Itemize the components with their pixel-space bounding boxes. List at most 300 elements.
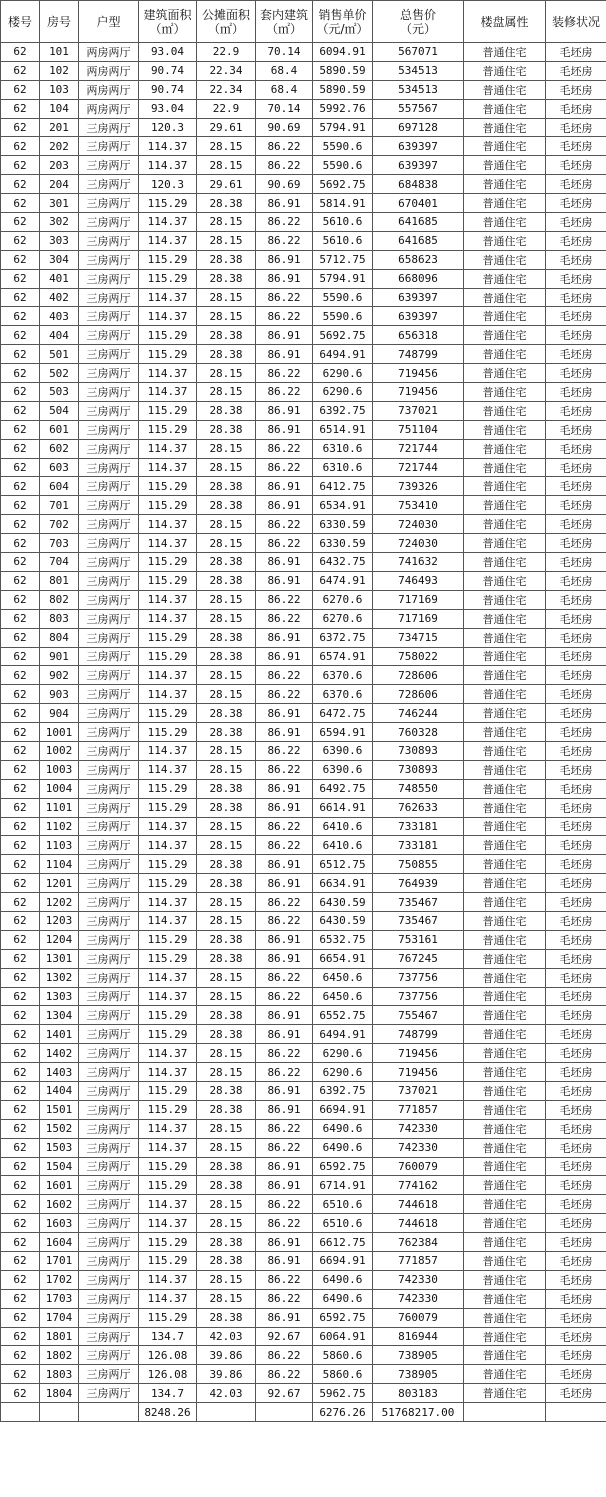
table-row <box>1 1289 606 1308</box>
cell-gross-area: 114.37 <box>139 760 197 779</box>
cell-layout: 三房两厅 <box>79 1365 139 1384</box>
cell-layout: 三房两厅 <box>79 439 139 458</box>
cell-shared-area: 28.15 <box>197 534 256 553</box>
cell-property-type: 普通住宅 <box>464 307 546 326</box>
cell-decoration: 毛坯房 <box>546 1214 606 1233</box>
cell-property-type: 普通住宅 <box>464 269 546 288</box>
cell-unit-no: 503 <box>40 383 79 402</box>
cell-total-price: 730893 <box>373 760 464 779</box>
table-row <box>1 685 606 704</box>
cell-unit-price: 6430.59 <box>313 893 373 912</box>
cell-inner-area: 86.22 <box>256 968 313 987</box>
cell-unit-price: 6330.59 <box>313 515 373 534</box>
cell-inner-area: 90.69 <box>256 175 313 194</box>
cell-shared-area: 28.15 <box>197 1063 256 1082</box>
col-header-label: 房号 <box>46 14 71 29</box>
cell-building-no: 62 <box>1 1270 40 1289</box>
cell-layout: 三房两厅 <box>79 515 139 534</box>
cell-gross-area: 114.37 <box>139 213 197 232</box>
cell-layout: 三房两厅 <box>79 968 139 987</box>
cell-building-no: 62 <box>1 1063 40 1082</box>
cell-decoration: 毛坯房 <box>546 1252 606 1271</box>
cell-layout: 三房两厅 <box>79 836 139 855</box>
cell-inner-area: 86.22 <box>256 1138 313 1157</box>
cell-gross-area: 114.37 <box>139 590 197 609</box>
cell-building-no: 62 <box>1 987 40 1006</box>
cell-building-no: 62 <box>1 1327 40 1346</box>
cell-inner-area: 86.22 <box>256 1063 313 1082</box>
cell-shared-area: 28.15 <box>197 911 256 930</box>
cell-unit-price: 6410.6 <box>313 836 373 855</box>
cell-total-price: 755467 <box>373 1006 464 1025</box>
cell-gross-area: 115.29 <box>139 194 197 213</box>
cell-unit-price: 5692.75 <box>313 326 373 345</box>
cell-total-price: 735467 <box>373 911 464 930</box>
cell-property-type: 普通住宅 <box>464 1214 546 1233</box>
cell-property-type: 普通住宅 <box>464 817 546 836</box>
cell-unit-price: 6534.91 <box>313 496 373 515</box>
cell-property-type: 普通住宅 <box>464 118 546 137</box>
cell-decoration: 毛坯房 <box>546 930 606 949</box>
cell-unit-price: 6574.91 <box>313 647 373 666</box>
cell-unit-price: 6694.91 <box>313 1252 373 1271</box>
cell-layout: 三房两厅 <box>79 534 139 553</box>
cell-shared-area: 28.38 <box>197 553 256 572</box>
col-header-property-type <box>464 1 546 43</box>
table-body <box>1 43 606 1403</box>
table-row <box>1 1384 606 1403</box>
cell-gross-area: 115.29 <box>139 1157 197 1176</box>
cell-inner-area: 86.22 <box>256 836 313 855</box>
cell-inner-area: 86.91 <box>256 1176 313 1195</box>
cell-shared-area: 28.15 <box>197 1044 256 1063</box>
cell-unit-no: 1004 <box>40 779 79 798</box>
cell-building-no: 62 <box>1 43 40 62</box>
cell-shared-area: 28.15 <box>197 137 256 156</box>
cell-decoration: 毛坯房 <box>546 194 606 213</box>
cell-building-no: 62 <box>1 326 40 345</box>
cell-unit-price: 6270.6 <box>313 590 373 609</box>
cell-building-no: 62 <box>1 401 40 420</box>
table-row <box>1 666 606 685</box>
cell-property-type: 普通住宅 <box>464 590 546 609</box>
cell-shared-area: 28.15 <box>197 987 256 1006</box>
table-row <box>1 1119 606 1138</box>
cell-building-no: 62 <box>1 1233 40 1252</box>
cell-total-price: 719456 <box>373 364 464 383</box>
col-header-total-price <box>373 1 464 43</box>
cell-total-price: 639397 <box>373 307 464 326</box>
cell-total-price: 742330 <box>373 1119 464 1138</box>
cell-total-price: 742330 <box>373 1270 464 1289</box>
cell-total-price: 639397 <box>373 156 464 175</box>
cell-unit-no: 403 <box>40 307 79 326</box>
cell-unit-price: 6592.75 <box>313 1157 373 1176</box>
cell-gross-area: 115.29 <box>139 496 197 515</box>
table-row <box>1 647 606 666</box>
cell-unit-no: 1602 <box>40 1195 79 1214</box>
cell-shared-area: 28.15 <box>197 458 256 477</box>
cell-unit-no: 1504 <box>40 1157 79 1176</box>
table-row <box>1 1252 606 1271</box>
cell-unit-price: 6450.6 <box>313 968 373 987</box>
cell-gross-area: 115.29 <box>139 647 197 666</box>
cell-building-no: 62 <box>1 118 40 137</box>
cell-unit-no: 1003 <box>40 760 79 779</box>
cell-property-type: 普通住宅 <box>464 874 546 893</box>
cell-unit-price: 6310.6 <box>313 458 373 477</box>
cell-layout: 三房两厅 <box>79 1044 139 1063</box>
cell-unit-price: 6532.75 <box>313 930 373 949</box>
cell-property-type: 普通住宅 <box>464 80 546 99</box>
cell-layout: 三房两厅 <box>79 1233 139 1252</box>
total-gross-area: 8248.26 <box>139 1403 197 1422</box>
cell-layout: 三房两厅 <box>79 817 139 836</box>
cell-building-no: 62 <box>1 1044 40 1063</box>
table-row <box>1 590 606 609</box>
table-row <box>1 723 606 742</box>
cell-shared-area: 28.38 <box>197 1006 256 1025</box>
cell-layout: 三房两厅 <box>79 1195 139 1214</box>
cell-decoration: 毛坯房 <box>546 609 606 628</box>
cell-property-type: 普通住宅 <box>464 383 546 402</box>
cell-gross-area: 134.7 <box>139 1384 197 1403</box>
cell-inner-area: 86.22 <box>256 307 313 326</box>
cell-property-type: 普通住宅 <box>464 1138 546 1157</box>
cell-unit-no: 204 <box>40 175 79 194</box>
cell-unit-no: 1501 <box>40 1100 79 1119</box>
cell-total-price: 728606 <box>373 666 464 685</box>
cell-property-type: 普通住宅 <box>464 1157 546 1176</box>
cell-shared-area: 28.15 <box>197 1289 256 1308</box>
cell-unit-no: 1402 <box>40 1044 79 1063</box>
cell-gross-area: 90.74 <box>139 80 197 99</box>
cell-total-price: 762633 <box>373 798 464 817</box>
cell-property-type: 普通住宅 <box>464 420 546 439</box>
cell-building-no: 62 <box>1 458 40 477</box>
cell-decoration: 毛坯房 <box>546 723 606 742</box>
cell-property-type: 普通住宅 <box>464 477 546 496</box>
cell-gross-area: 115.29 <box>139 1233 197 1252</box>
col-header-label: 楼号 <box>7 14 32 29</box>
cell-shared-area: 28.15 <box>197 156 256 175</box>
cell-property-type: 普通住宅 <box>464 571 546 590</box>
cell-building-no: 62 <box>1 1252 40 1271</box>
cell-gross-area: 114.37 <box>139 288 197 307</box>
cell-total-price: 746244 <box>373 704 464 723</box>
cell-decoration: 毛坯房 <box>546 893 606 912</box>
cell-inner-area: 86.91 <box>256 1100 313 1119</box>
cell-layout: 三房两厅 <box>79 1157 139 1176</box>
cell-inner-area: 86.91 <box>256 930 313 949</box>
cell-decoration: 毛坯房 <box>546 307 606 326</box>
table-row <box>1 80 606 99</box>
cell-shared-area: 28.15 <box>197 1195 256 1214</box>
cell-layout: 三房两厅 <box>79 1119 139 1138</box>
cell-total-price: 744618 <box>373 1195 464 1214</box>
cell-property-type: 普通住宅 <box>464 1063 546 1082</box>
cell-building-no: 62 <box>1 647 40 666</box>
cell-shared-area: 28.15 <box>197 590 256 609</box>
cell-gross-area: 114.37 <box>139 893 197 912</box>
cell-gross-area: 115.29 <box>139 1100 197 1119</box>
cell-decoration: 毛坯房 <box>546 798 606 817</box>
table-row <box>1 609 606 628</box>
cell-total-price: 668096 <box>373 269 464 288</box>
table-row <box>1 930 606 949</box>
cell-inner-area: 86.22 <box>256 685 313 704</box>
cell-building-no: 62 <box>1 666 40 685</box>
cell-layout: 三房两厅 <box>79 553 139 572</box>
cell-layout: 三房两厅 <box>79 269 139 288</box>
cell-property-type: 普通住宅 <box>464 439 546 458</box>
cell-total-price: 684838 <box>373 175 464 194</box>
cell-gross-area: 134.7 <box>139 1327 197 1346</box>
cell-gross-area: 115.29 <box>139 1176 197 1195</box>
cell-shared-area: 28.38 <box>197 628 256 647</box>
cell-building-no: 62 <box>1 1138 40 1157</box>
cell-inner-area: 86.22 <box>256 1289 313 1308</box>
cell-property-type: 普通住宅 <box>464 1289 546 1308</box>
cell-decoration: 毛坯房 <box>546 383 606 402</box>
cell-layout: 三房两厅 <box>79 477 139 496</box>
cell-unit-price: 6694.91 <box>313 1100 373 1119</box>
cell-unit-price: 6392.75 <box>313 1081 373 1100</box>
table-row <box>1 1195 606 1214</box>
cell-building-no: 62 <box>1 250 40 269</box>
cell-inner-area: 86.22 <box>256 817 313 836</box>
cell-property-type: 普通住宅 <box>464 345 546 364</box>
cell-property-type: 普通住宅 <box>464 1176 546 1195</box>
cell-decoration: 毛坯房 <box>546 137 606 156</box>
table-row <box>1 1365 606 1384</box>
cell-unit-no: 203 <box>40 156 79 175</box>
cell-shared-area: 28.15 <box>197 515 256 534</box>
cell-layout: 三房两厅 <box>79 1214 139 1233</box>
cell-layout: 三房两厅 <box>79 420 139 439</box>
cell-shared-area: 28.15 <box>197 213 256 232</box>
cell-unit-price: 6372.75 <box>313 628 373 647</box>
cell-shared-area: 28.38 <box>197 401 256 420</box>
table-row <box>1 817 606 836</box>
cell-unit-no: 1404 <box>40 1081 79 1100</box>
cell-shared-area: 28.38 <box>197 1157 256 1176</box>
cell-property-type: 普通住宅 <box>464 1044 546 1063</box>
cell-property-type: 普通住宅 <box>464 458 546 477</box>
cell-building-no: 62 <box>1 609 40 628</box>
cell-unit-price: 5962.75 <box>313 1384 373 1403</box>
table-row <box>1 968 606 987</box>
cell-shared-area: 28.38 <box>197 949 256 968</box>
cell-building-no: 62 <box>1 855 40 874</box>
cell-gross-area: 115.29 <box>139 930 197 949</box>
cell-shared-area: 28.15 <box>197 741 256 760</box>
cell-property-type: 普通住宅 <box>464 987 546 1006</box>
cell-property-type: 普通住宅 <box>464 968 546 987</box>
table-row <box>1 383 606 402</box>
cell-total-price: 737756 <box>373 987 464 1006</box>
table-row <box>1 1025 606 1044</box>
cell-total-price: 751104 <box>373 420 464 439</box>
cell-property-type: 普通住宅 <box>464 175 546 194</box>
cell-building-no: 62 <box>1 1006 40 1025</box>
table-row <box>1 326 606 345</box>
cell-shared-area: 28.15 <box>197 231 256 250</box>
cell-property-type: 普通住宅 <box>464 609 546 628</box>
cell-unit-price: 6412.75 <box>313 477 373 496</box>
cell-shared-area: 28.15 <box>197 1138 256 1157</box>
cell-unit-no: 101 <box>40 43 79 62</box>
cell-building-no: 62 <box>1 213 40 232</box>
cell-gross-area: 115.29 <box>139 1006 197 1025</box>
cell-total-price: 742330 <box>373 1289 464 1308</box>
cell-unit-no: 903 <box>40 685 79 704</box>
cell-shared-area: 28.38 <box>197 1100 256 1119</box>
cell-building-no: 62 <box>1 590 40 609</box>
cell-total-price: 639397 <box>373 137 464 156</box>
cell-decoration: 毛坯房 <box>546 760 606 779</box>
table-row <box>1 1081 606 1100</box>
cell-property-type: 普通住宅 <box>464 798 546 817</box>
cell-unit-no: 701 <box>40 496 79 515</box>
cell-layout: 三房两厅 <box>79 383 139 402</box>
cell-decoration: 毛坯房 <box>546 874 606 893</box>
cell-building-no: 62 <box>1 723 40 742</box>
cell-layout: 三房两厅 <box>79 156 139 175</box>
cell-unit-no: 1203 <box>40 911 79 930</box>
cell-property-type: 普通住宅 <box>464 685 546 704</box>
cell-gross-area: 114.37 <box>139 231 197 250</box>
cell-shared-area: 28.38 <box>197 874 256 893</box>
cell-unit-no: 1802 <box>40 1346 79 1365</box>
cell-unit-no: 104 <box>40 99 79 118</box>
cell-inner-area: 86.22 <box>256 288 313 307</box>
cell-decoration: 毛坯房 <box>546 43 606 62</box>
table-row <box>1 99 606 118</box>
cell-decoration: 毛坯房 <box>546 1100 606 1119</box>
cell-inner-area: 86.91 <box>256 874 313 893</box>
total-unit-no <box>40 1403 79 1422</box>
cell-layout: 三房两厅 <box>79 609 139 628</box>
cell-unit-price: 5590.6 <box>313 156 373 175</box>
cell-property-type: 普通住宅 <box>464 949 546 968</box>
cell-gross-area: 114.37 <box>139 1044 197 1063</box>
cell-inner-area: 86.22 <box>256 1119 313 1138</box>
table-row <box>1 571 606 590</box>
cell-layout: 三房两厅 <box>79 231 139 250</box>
cell-layout: 三房两厅 <box>79 1308 139 1327</box>
cell-decoration: 毛坯房 <box>546 364 606 383</box>
table-row <box>1 534 606 553</box>
cell-inner-area: 86.22 <box>256 1365 313 1384</box>
cell-total-price: 721744 <box>373 439 464 458</box>
cell-unit-price: 6390.6 <box>313 760 373 779</box>
cell-building-no: 62 <box>1 1176 40 1195</box>
cell-property-type: 普通住宅 <box>464 628 546 647</box>
cell-unit-price: 6270.6 <box>313 609 373 628</box>
cell-unit-no: 501 <box>40 345 79 364</box>
cell-total-price: 758022 <box>373 647 464 666</box>
table-row <box>1 949 606 968</box>
cell-gross-area: 114.37 <box>139 609 197 628</box>
cell-property-type: 普通住宅 <box>464 213 546 232</box>
cell-inner-area: 68.4 <box>256 61 313 80</box>
cell-decoration: 毛坯房 <box>546 250 606 269</box>
cell-unit-no: 103 <box>40 80 79 99</box>
cell-total-price: 803183 <box>373 1384 464 1403</box>
cell-layout: 两房两厅 <box>79 43 139 62</box>
cell-layout: 三房两厅 <box>79 213 139 232</box>
cell-inner-area: 70.14 <box>256 43 313 62</box>
total-unit-price: 6276.26 <box>313 1403 373 1422</box>
cell-layout: 三房两厅 <box>79 1327 139 1346</box>
cell-unit-price: 5590.6 <box>313 137 373 156</box>
cell-gross-area: 115.29 <box>139 704 197 723</box>
table-row <box>1 420 606 439</box>
cell-unit-no: 1803 <box>40 1365 79 1384</box>
cell-layout: 三房两厅 <box>79 496 139 515</box>
cell-inner-area: 86.91 <box>256 269 313 288</box>
cell-shared-area: 29.61 <box>197 118 256 137</box>
cell-building-no: 62 <box>1 1081 40 1100</box>
cell-property-type: 普通住宅 <box>464 156 546 175</box>
cell-unit-price: 5590.6 <box>313 307 373 326</box>
cell-inner-area: 86.91 <box>256 571 313 590</box>
total-inner-area <box>256 1403 313 1422</box>
cell-layout: 三房两厅 <box>79 704 139 723</box>
total-property-type <box>464 1403 546 1422</box>
cell-layout: 三房两厅 <box>79 571 139 590</box>
cell-gross-area: 114.37 <box>139 1119 197 1138</box>
cell-total-price: 641685 <box>373 231 464 250</box>
total-decoration <box>546 1403 606 1422</box>
cell-inner-area: 86.22 <box>256 137 313 156</box>
cell-shared-area: 28.15 <box>197 836 256 855</box>
cell-unit-no: 502 <box>40 364 79 383</box>
cell-total-price: 748799 <box>373 1025 464 1044</box>
cell-shared-area: 28.38 <box>197 269 256 288</box>
cell-shared-area: 28.38 <box>197 1252 256 1271</box>
cell-shared-area: 28.38 <box>197 723 256 742</box>
cell-layout: 三房两厅 <box>79 628 139 647</box>
cell-decoration: 毛坯房 <box>546 779 606 798</box>
cell-unit-no: 102 <box>40 61 79 80</box>
cell-total-price: 744618 <box>373 1214 464 1233</box>
table-row <box>1 1100 606 1119</box>
col-header-shared-area <box>197 1 256 43</box>
cell-layout: 三房两厅 <box>79 118 139 137</box>
cell-unit-price: 6432.75 <box>313 553 373 572</box>
cell-shared-area: 42.03 <box>197 1327 256 1346</box>
col-header-label: 建筑面积 <box>143 7 192 22</box>
cell-layout: 两房两厅 <box>79 61 139 80</box>
cell-layout: 三房两厅 <box>79 647 139 666</box>
cell-shared-area: 28.15 <box>197 817 256 836</box>
cell-inner-area: 86.22 <box>256 1195 313 1214</box>
cell-gross-area: 115.29 <box>139 1081 197 1100</box>
table-row <box>1 798 606 817</box>
cell-gross-area: 114.37 <box>139 741 197 760</box>
cell-decoration: 毛坯房 <box>546 628 606 647</box>
cell-shared-area: 29.61 <box>197 175 256 194</box>
col-header-label: 总售价 <box>399 7 436 22</box>
cell-gross-area: 114.37 <box>139 987 197 1006</box>
cell-decoration: 毛坯房 <box>546 156 606 175</box>
cell-decoration: 毛坯房 <box>546 836 606 855</box>
cell-building-no: 62 <box>1 1119 40 1138</box>
cell-property-type: 普通住宅 <box>464 194 546 213</box>
cell-total-price: 760328 <box>373 723 464 742</box>
